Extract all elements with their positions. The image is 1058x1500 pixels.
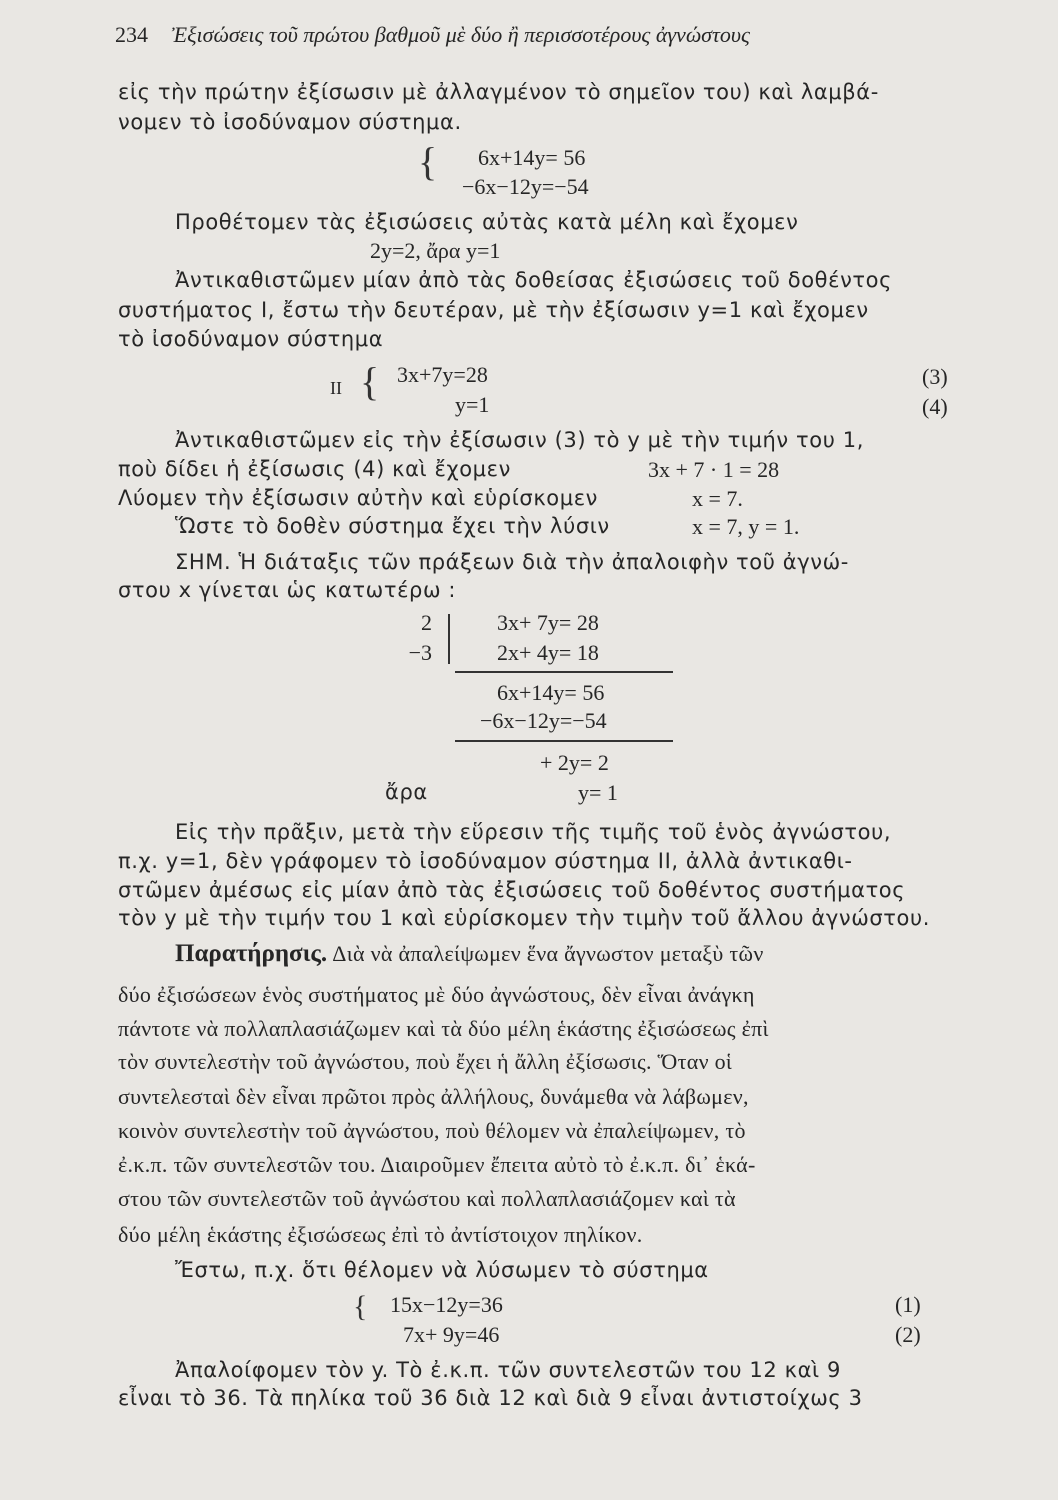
scheme-eq4: −6x−12y=−54	[480, 708, 607, 733]
system2-eq1: 3x+7y=28	[397, 362, 488, 387]
system1-brace: {	[418, 139, 438, 184]
scheme-eq5: + 2y= 2	[540, 750, 609, 775]
solve-line-2-text: ποὺ δίδει ἡ ἐξίσωσις (4) καὶ ἔχομεν	[118, 457, 511, 481]
scheme-eq6: y= 1	[578, 780, 618, 805]
system2-brace: {	[360, 359, 380, 404]
system1-eq2: −6x−12y=−54	[462, 174, 589, 199]
intro-line-2: νομεν τὸ ἰσοδύναμον σύστημα.	[118, 110, 462, 134]
remark-line-7: στου τῶν συντελεστῶν τοῦ ἀγνώστου καὶ πολλαπλασιάζομεν καὶ τὰ	[118, 1186, 736, 1211]
scheme-multiplier-2: −3	[408, 640, 432, 665]
system2-label: II	[330, 378, 342, 398]
system3-brace-top: {	[353, 1290, 368, 1323]
system2-tag1: (3)	[922, 364, 948, 389]
note-line-1: ΣΗΜ. Ἡ διάταξις τῶν πράξεων διὰ τὴν ἀπαλοιφὴν τοῦ ἀγνώ-	[175, 550, 849, 574]
example-intro: Ἔστω, π.χ. ὅτι θέλομεν νὰ λύσωμεν τὸ σύστημα	[175, 1258, 709, 1282]
remark-line-3: τὸν συντελεστὴν τοῦ ἀγνώστου, ποὺ ἔχει ἡ ἄλλη ἐξίσωσις. Ὅταν οἱ	[118, 1049, 733, 1074]
scheme-rule-1	[455, 671, 673, 673]
substitute-line-1: Ἀντικαθιστῶμεν μίαν ἀπὸ τὰς δοθείσας ἐξισώσεις τοῦ δοθέντος	[175, 268, 893, 292]
scheme-vertical-rule	[448, 614, 450, 664]
result1: 2y=2, ἄρα y=1	[370, 238, 501, 263]
remark-title: Παρατήρησις.	[175, 940, 328, 967]
solve-line-3-text: Λύομεν τὴν ἐξίσωσιν αὐτὴν καὶ εὑρίσκομεν	[118, 486, 598, 510]
solve-line-2-eq: 3x + 7 · 1 = 28	[648, 457, 780, 482]
remark-line-2: πάντοτε νὰ πολλαπλασιάζωμεν καὶ τὰ δύο μέλη ἑκάστης ἐξισώσεως ἐπὶ	[118, 1016, 769, 1041]
system1-eq1: 6x+14y= 56	[478, 145, 586, 170]
running-title: Ἐξισώσεις τοῦ πρώτου βαθμοῦ μὲ δύο ἢ περισσοτέρους ἀγνώστους	[171, 22, 750, 47]
scheme-eq2: 2x+ 4y= 18	[497, 640, 599, 665]
system3-tag1: (1)	[895, 1292, 921, 1317]
solve-line-4-eq: x = 7, y = 1.	[692, 514, 800, 539]
note-line-2: στου x γίνεται ὡς κατωτέρω :	[118, 578, 457, 602]
add-text: Προθέτομεν τὰς ἐξισώσεις αὐτὰς κατὰ μέλη καὶ ἔχομεν	[175, 210, 799, 234]
scheme-eq1: 3x+ 7y= 28	[497, 610, 599, 635]
remark-line-5: κοινὸν συντελεστὴν τοῦ ἀγνώστου, ποὺ θέλομεν νὰ ἐπαλείψωμεν, τὸ	[118, 1118, 746, 1143]
scheme-multiplier-1: 2	[421, 610, 432, 635]
remark-line-6: ἐ.κ.π. τῶν συντελεστῶν του. Διαιροῦμεν ἔπειτα αὐτὸ τὸ ἐ.κ.π. δι᾿ ἑκά-	[118, 1152, 756, 1177]
system3-eq2: 7x+ 9y=46	[403, 1322, 500, 1347]
final-line-2: εἶναι τὸ 36. Τὰ πηλίκα τοῦ 36 διὰ 12 καὶ διὰ 9 εἶναι ἀντιστοίχως 3	[118, 1386, 863, 1410]
remark-line-8: δύο μέλη ἑκάστης ἐξισώσεως ἐπὶ τὸ ἀντίστοιχον πηλίκον.	[118, 1222, 643, 1247]
remark-first-text: Διὰ νὰ ἀπαλείψωμεν ἕνα ἄγνωστον μεταξὺ τῶν	[332, 941, 764, 966]
solve-line-3-eq: x = 7.	[692, 486, 743, 511]
remark-line-1: δύο ἐξισώσεων ἑνὸς συστήματος μὲ δύο ἀγνώστους, δὲν εἶναι ἀνάγκη	[118, 982, 755, 1007]
intro-line-1: εἰς τὴν πρώτην ἐξίσωσιν μὲ ἀλλαγμένον τὸ σημεῖον του) καὶ λαμβά-	[118, 80, 879, 104]
para-line-3: στῶμεν ἀμέσως εἰς μίαν ἀπὸ τὰς ἐξισώσεις τοῦ δοθέντος συστήματος	[118, 878, 906, 902]
system3-tag2: (2)	[895, 1322, 921, 1347]
para-line-4: τὸν y μὲ τὴν τιμήν του 1 καὶ εὑρίσκομεν τὴν τιμὴν τοῦ ἄλλου ἀγνώστου.	[118, 906, 931, 930]
scheme-ara: ἄρα	[385, 780, 428, 804]
remark-first-line	[175, 940, 764, 968]
remark-line-4: συντελεσταὶ δὲν εἶναι πρῶτοι πρὸς ἀλλήλους, δυνάμεθα νὰ λάβωμεν,	[118, 1084, 749, 1109]
system3-eq1: 15x−12y=36	[390, 1292, 503, 1317]
system2-tag2: (4)	[922, 394, 948, 419]
system2-eq2: y=1	[455, 392, 490, 417]
final-line-1: Ἀπαλοίφομεν τὸν y. Τὸ ἐ.κ.π. τῶν συντελεστῶν του 12 καὶ 9	[175, 1358, 841, 1382]
substitute-line-2: συστήματος Ι, ἔστω τὴν δευτέραν, μὲ τὴν ἐξίσωσιν y=1 καὶ ἔχομεν	[118, 298, 869, 322]
para-line-1: Εἰς τὴν πρᾶξιν, μετὰ τὴν εὕρεσιν τῆς τιμῆς τοῦ ἑνὸς ἀγνώστου,	[175, 820, 892, 844]
scheme-eq3: 6x+14y= 56	[497, 680, 605, 705]
para-line-2: π.χ. y=1, δὲν γράφομεν τὸ ἰσοδύναμον σύστημα ΙΙ, ἀλλὰ ἀντικαθι-	[118, 849, 853, 873]
substitute-line-3: τὸ ἰσοδύναμον σύστημα	[118, 327, 384, 351]
scheme-rule-2	[455, 740, 673, 742]
page-header	[115, 22, 750, 48]
solve-line-4-text: Ὥστε τὸ δοθὲν σύστημα ἔχει τὴν λύσιν	[175, 514, 610, 538]
page-number: 234	[115, 22, 148, 47]
solve-line-1: Ἀντικαθιστῶμεν εἰς τὴν ἐξίσωσιν (3) τὸ y μὲ τὴν τιμήν του 1,	[175, 428, 864, 452]
